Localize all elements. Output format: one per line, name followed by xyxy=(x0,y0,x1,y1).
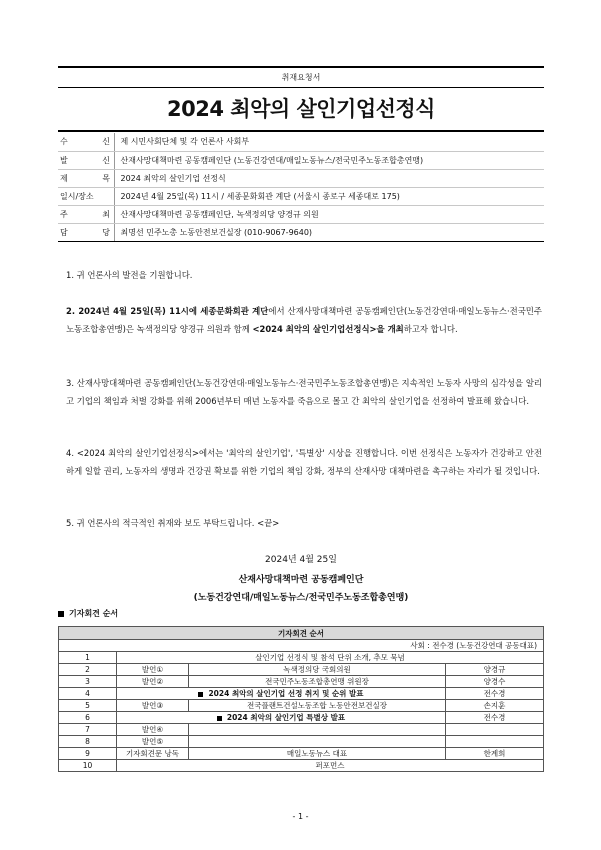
info-row xyxy=(58,151,544,169)
schedule-row-person: 손지훈 xyxy=(446,700,544,712)
schedule-row-person: 양경수 xyxy=(446,676,544,688)
document-title: 2024 최악의 살인기업선정식 xyxy=(167,97,435,121)
info-label-char: 신 xyxy=(102,137,110,147)
schedule-row-number: 6 xyxy=(59,712,117,724)
schedule-row-content-text: 2024 최악의 살인기업 특별상 발표 xyxy=(226,713,346,722)
schedule-row xyxy=(59,724,544,736)
signature-members: (노동건강연대/매일노동뉴스/전국민주노동조합총연맹) xyxy=(193,593,409,603)
info-label-char: 제 xyxy=(60,173,68,183)
info-row xyxy=(58,223,544,241)
schedule-row-content xyxy=(117,688,446,700)
paragraph-2 xyxy=(66,302,542,338)
schedule-row-content xyxy=(117,712,446,724)
info-value: 산재사망대책마련 공동캠페인단 (노동건강연대/매일노동뉴스/전국민주노동조합총연맹) xyxy=(114,151,544,169)
schedule-row-number: 9 xyxy=(59,748,117,760)
page-number: - 1 - xyxy=(292,812,309,821)
info-row xyxy=(58,169,544,187)
info-label-char: 최 xyxy=(102,209,110,219)
schedule-row-number: 2 xyxy=(59,664,117,676)
info-label-char: 신 xyxy=(102,155,110,165)
info-row xyxy=(58,133,544,151)
schedule-row-role: 발언② xyxy=(117,676,189,688)
schedule-table-title: 기자회견 순서 xyxy=(59,627,544,640)
info-label-chars xyxy=(60,155,110,166)
top-rule xyxy=(58,66,544,68)
schedule-row-person xyxy=(446,724,544,736)
square-bullet-icon xyxy=(217,716,222,721)
schedule-row xyxy=(59,676,544,688)
info-label xyxy=(58,133,114,151)
schedule-row-role: 발언③ xyxy=(117,700,189,712)
schedule-row xyxy=(59,748,544,760)
info-value: 산재사망대책마련 공동캠페인단, 녹색정의당 양경규 의원 xyxy=(114,205,544,223)
schedule-row-role: 발언⑤ xyxy=(117,736,189,748)
schedule-row-person: 양경규 xyxy=(446,664,544,676)
info-label-char: 일시/장소 xyxy=(60,191,94,201)
schedule-moderator-row xyxy=(59,640,544,652)
paragraph-3: 3. 산재사망대책마련 공동캠페인단(노동건강연대·매일노동뉴스·전국민주노동조합총연맹)은 지속적인 노동자 사망의 심각성을 알리고 기업의 책임과 처벌 강화를 위해 2006년부터 매년 노동자를 죽음으로 몰고 간 최악의 살인기업을 선정하여 발표해 왔습니다. xyxy=(66,378,542,406)
schedule-row-content xyxy=(189,736,446,748)
schedule-row-person: 전수경 xyxy=(446,712,544,724)
paragraph-2-text-1: 에서 산재사망대책마련 공동캠페인단(노동건강연대·매일노동뉴스·전국민주노동조합총연맹)은 녹색정의당 양경규 의원과 함께 xyxy=(66,306,542,334)
schedule-row-role: 발언① xyxy=(117,664,189,676)
info-label-chars xyxy=(60,136,110,147)
schedule-row-role: 기자회견문 낭독 xyxy=(117,748,189,760)
schedule-row-person xyxy=(446,736,544,748)
schedule-row-content: 녹색정의당 국회의원 xyxy=(189,664,446,676)
title-rule xyxy=(58,130,544,132)
signature-date: 2024년 4월 25일 xyxy=(265,555,337,565)
paragraph-2-bold-event: <2024 최악의 살인기업선정식>을 개최 xyxy=(252,324,404,334)
signature-organization: 산재사망대책마련 공동캠페인단 xyxy=(238,575,364,585)
paragraph-4: 4. <2024 최악의 살인기업선정식>에서는 '최악의 살인기업', '특별상' 시상을 진행합니다. 이번 선정식은 노동자가 건강하고 안전하게 일할 권리, 노동자의 생명과 건강권 확보를 위한 기업의 책임 강화, 정부의 산재사망 대책마련을 촉구하는 자리가 될 것입니다. xyxy=(66,448,542,476)
info-label-char: 주 xyxy=(60,209,68,219)
schedule-row xyxy=(59,736,544,748)
schedule-row-content: 매일노동뉴스 대표 xyxy=(189,748,446,760)
info-label xyxy=(58,205,114,223)
schedule-row-number: 7 xyxy=(59,724,117,736)
schedule-section-heading xyxy=(58,608,118,619)
paragraph-5: 5. 귀 언론사의 적극적인 취재와 보도 부탁드립니다. <끝> xyxy=(66,518,280,528)
info-label-char: 당 xyxy=(102,227,110,237)
schedule-row xyxy=(59,652,544,664)
info-value: 최명선 민주노총 노동안전보건실장 (010-9067-9640) xyxy=(114,223,544,241)
schedule-row-number: 1 xyxy=(59,652,117,664)
schedule-row-content-text: 퍼포먼스 xyxy=(315,761,345,770)
info-label-chars xyxy=(60,209,110,220)
schedule-row-person: 한계희 xyxy=(446,748,544,760)
schedule-row xyxy=(59,712,544,724)
info-label-char: 발 xyxy=(60,155,68,165)
info-label-chars xyxy=(60,227,110,238)
square-bullet-icon xyxy=(58,611,64,617)
schedule-row-number: 8 xyxy=(59,736,117,748)
schedule-section-title: 기자회견 순서 xyxy=(69,609,119,618)
schedule-row xyxy=(59,688,544,700)
schedule-row-number: 10 xyxy=(59,760,117,772)
info-label xyxy=(58,187,114,205)
info-label-char: 목 xyxy=(102,173,110,183)
info-label xyxy=(58,223,114,241)
paragraph-2-bold-datetime: 2. 2024년 4월 25일(목) 11시에 세종문화회관 계단 xyxy=(66,306,269,316)
info-value: 2024년 4월 25일(목) 11시 / 세종문화회관 계단 (서울시 종로구 세종대로 175) xyxy=(114,187,544,205)
type-rule xyxy=(58,87,544,88)
paragraph-1: 1. 귀 언론사의 발전을 기원합니다. xyxy=(66,270,193,280)
schedule-row-role: 발언④ xyxy=(117,724,189,736)
schedule-row-number: 4 xyxy=(59,688,117,700)
schedule-row-number: 3 xyxy=(59,676,117,688)
info-label-char: 수 xyxy=(60,137,68,147)
info-label-chars xyxy=(60,191,110,202)
info-label-char: 담 xyxy=(60,227,68,237)
paragraph-2-text-2: 하고자 합니다. xyxy=(403,324,458,334)
info-table xyxy=(58,133,544,242)
schedule-row-content-text: 2024 최악의 살인기업 선정 취지 및 순위 발표 xyxy=(208,689,364,698)
schedule-row-content xyxy=(117,652,544,664)
schedule-row-number: 5 xyxy=(59,700,117,712)
schedule-table xyxy=(58,626,544,772)
info-value: 2024 최악의 살인기업 선정식 xyxy=(114,169,544,187)
info-row xyxy=(58,187,544,205)
schedule-row-content-text: 살인기업 선정식 및 참석 단위 소개, 추모 묵념 xyxy=(255,653,405,662)
square-bullet-icon xyxy=(198,692,203,697)
info-row xyxy=(58,205,544,223)
schedule-row-person: 전수경 xyxy=(446,688,544,700)
info-value: 제 시민사회단체 및 각 언론사 사회부 xyxy=(114,133,544,151)
schedule-row-content xyxy=(117,760,544,772)
schedule-row xyxy=(59,700,544,712)
schedule-header-row xyxy=(59,627,544,640)
info-label xyxy=(58,151,114,169)
schedule-moderator: 사회 : 전수경 (노동건강연대 공동대표) xyxy=(59,640,544,652)
schedule-row xyxy=(59,760,544,772)
info-label xyxy=(58,169,114,187)
schedule-row-content: 전국플랜트건설노동조합 노동안전보건실장 xyxy=(189,700,446,712)
schedule-row xyxy=(59,664,544,676)
info-label-chars xyxy=(60,173,110,184)
schedule-row-content xyxy=(189,724,446,736)
document-type-label: 취재요청서 xyxy=(281,73,321,82)
schedule-row-content: 전국민주노동조합총연맹 위원장 xyxy=(189,676,446,688)
